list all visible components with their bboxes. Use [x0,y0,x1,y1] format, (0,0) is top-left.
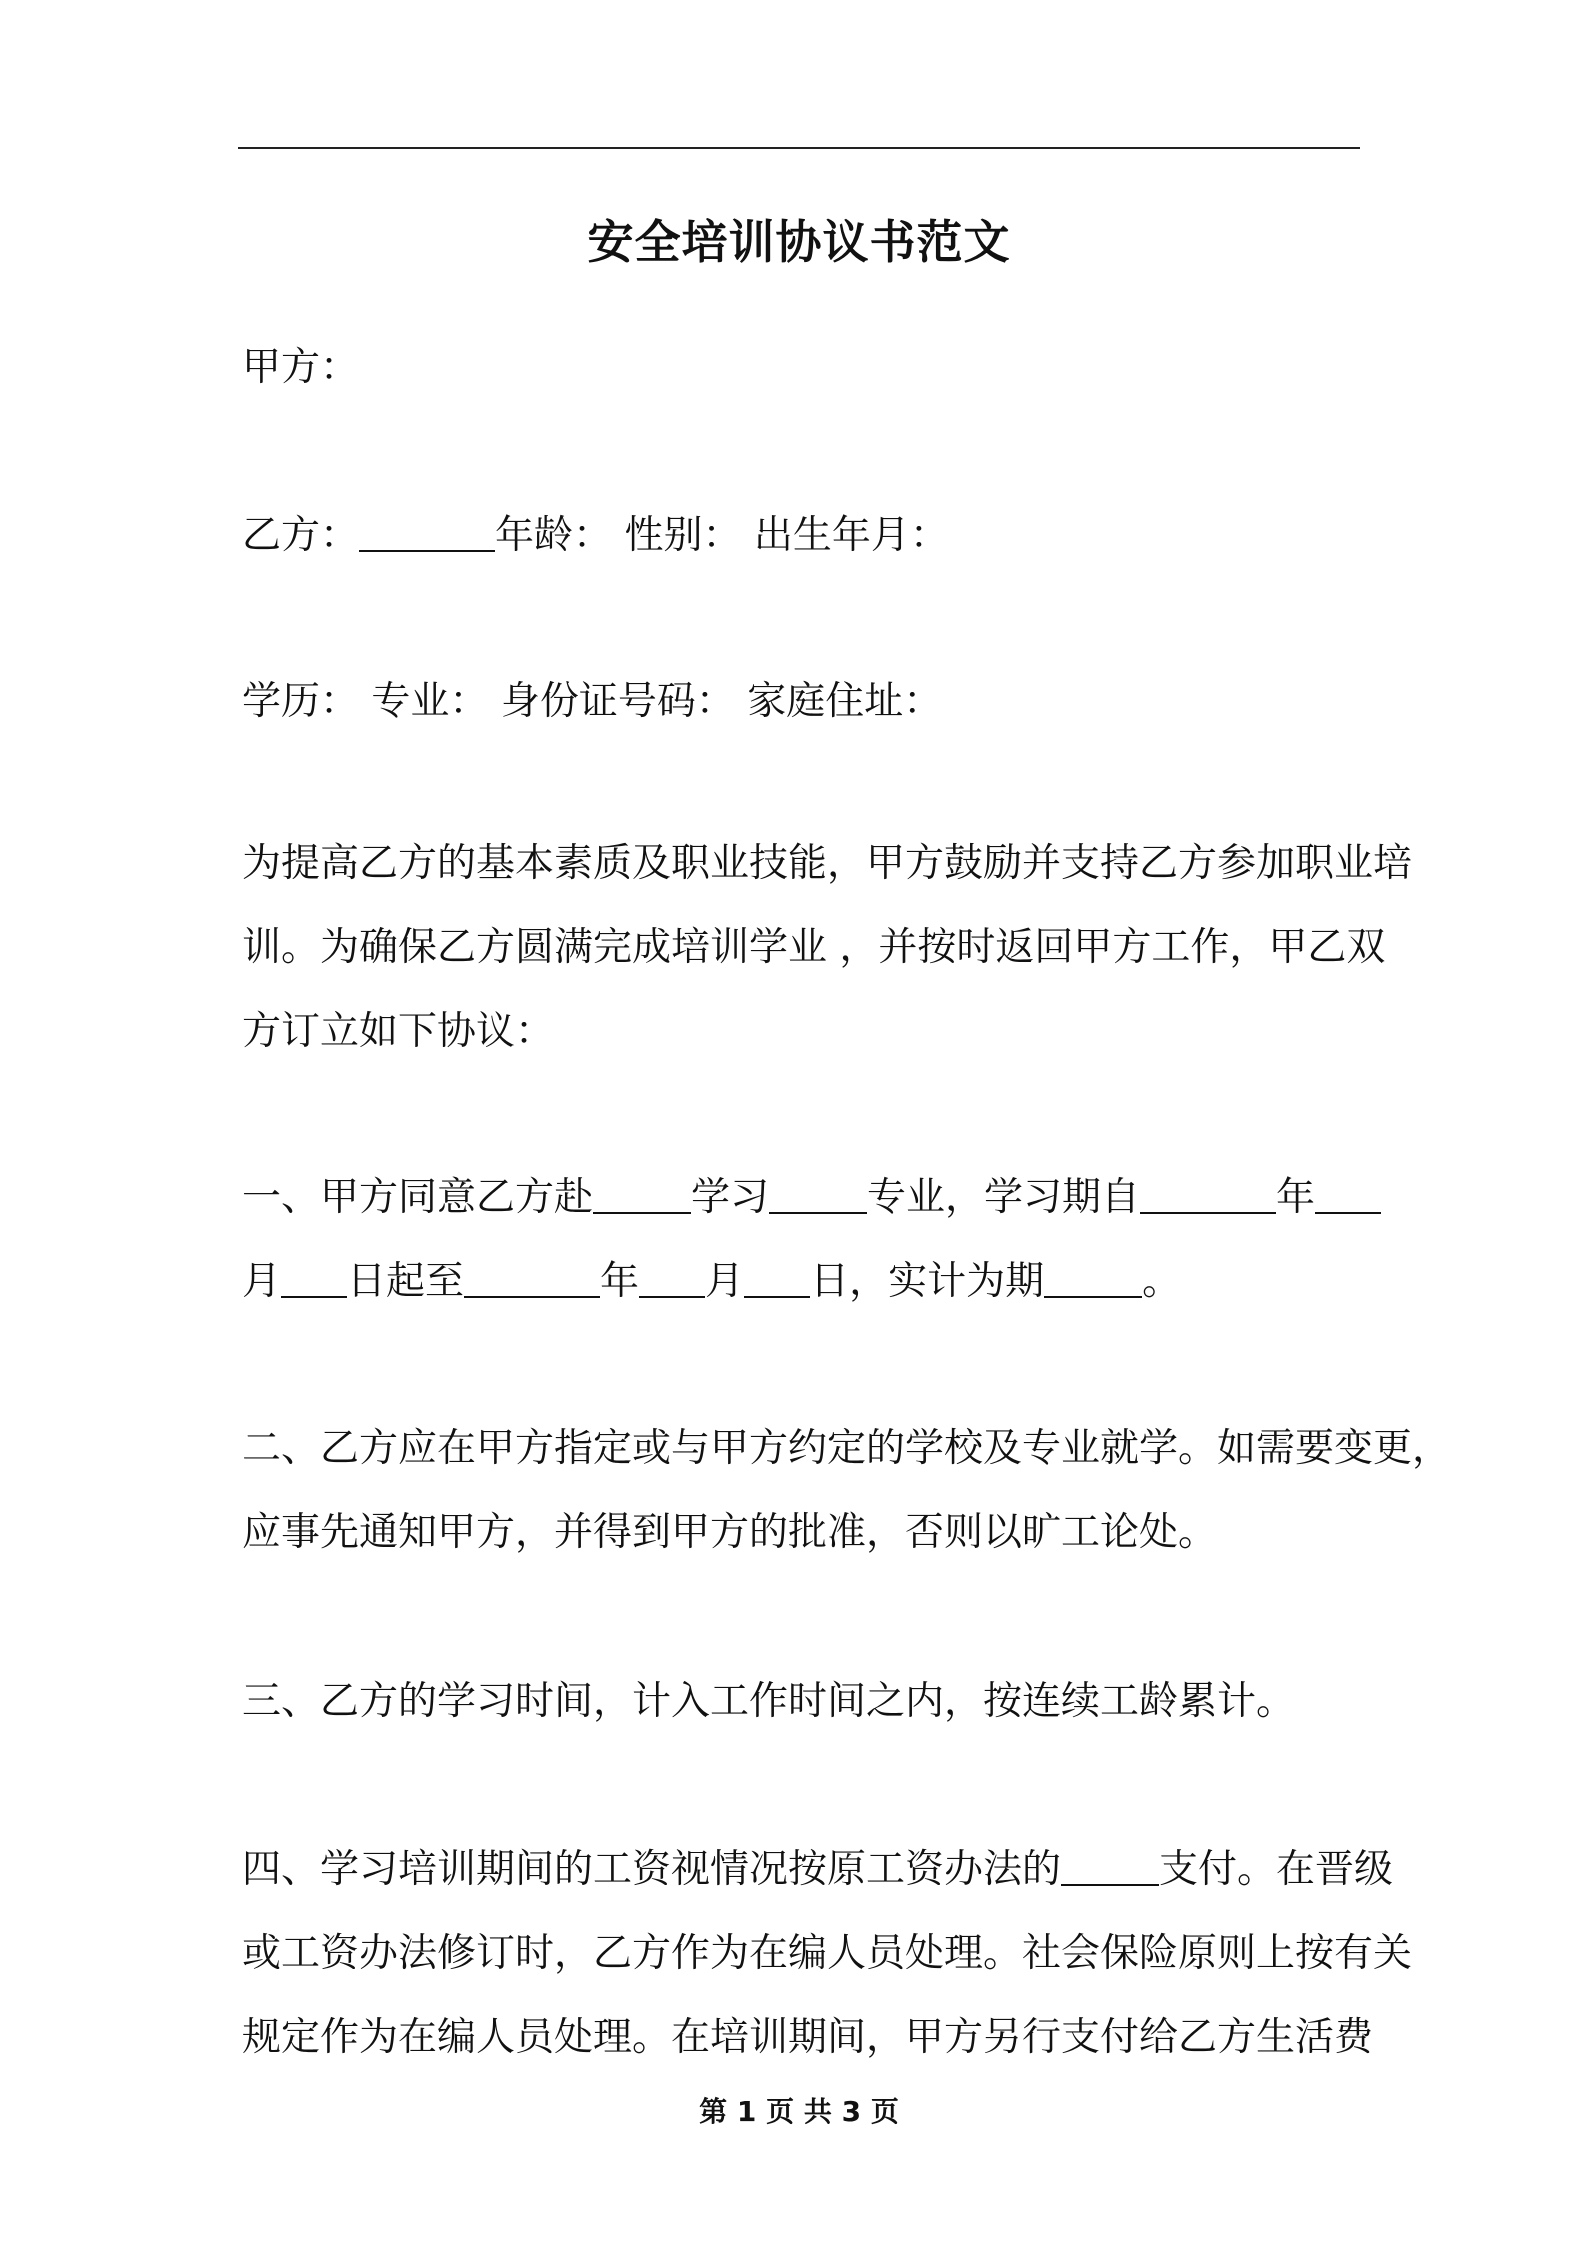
fill-blank [464,1256,600,1298]
intro-paragraph [242,822,1413,1074]
clause-1-text: 学习 [691,1175,770,1220]
clause-1-text: 。 [1142,1259,1182,1304]
clause-1-text: 年 [600,1259,640,1304]
address-label: 家庭住址： [747,679,943,724]
fill-blank [1140,1172,1276,1214]
clause-4-line-2: 或工资办法修订时，乙方作为在编人员处理。社会保险原则上按有关 [242,1931,1413,1976]
fill-blank [639,1256,705,1298]
clause-4-line-3: 规定作为在编人员处理。在培训期间，甲方另行支付给乙方生活费 [242,2015,1374,2060]
birth-label: 出生年月： [753,513,949,558]
header-rule [238,147,1360,149]
intro-line: 方订立如下协议： [242,1009,555,1054]
fill-blank [744,1256,810,1298]
clause-2-line: 二、乙方应在甲方指定或与甲方约定的学校及专业就学。如需要变更， [242,1426,1452,1471]
clause-3-line: 三、乙方的学习时间，计入工作时间之内，按连续工龄累计。 [242,1679,1296,1724]
clause-1 [242,1156,1382,1324]
clause-1-text: 日，实计为期 [810,1259,1045,1304]
clause-4-text: 四、学习培训期间的工资视情况按原工资办法的 [242,1847,1062,1892]
info-line [242,670,942,726]
party-b-line [242,504,949,560]
clause-1-text: 月 [705,1259,745,1304]
party-a-line [242,336,359,392]
fill-blank [593,1172,691,1214]
fill-blank [1315,1172,1381,1214]
gender-label: 性别： [624,513,742,558]
fill-blank [1044,1256,1142,1298]
clause-1-text: 一、甲方同意乙方赴 [242,1175,594,1220]
clause-1-text: 年 [1276,1175,1316,1220]
fill-blank [769,1172,867,1214]
intro-line: 为提高乙方的基本素质及职业技能，甲方鼓励并支持乙方参加职业培 [242,841,1413,886]
party-b-name-blank [359,510,495,552]
party-b-label: 乙方： [242,513,360,558]
document-title: 安全培训协议书范文 [587,215,1011,269]
clause-1-text: 专业，学习期自 [867,1175,1141,1220]
clause-2-line: 应事先通知甲方，并得到甲方的批准，否则以旷工论处。 [242,1510,1218,1555]
party-a-label: 甲方： [242,345,360,390]
clause-1-line-2 [242,1240,1382,1324]
clause-2 [242,1407,1452,1575]
clause-4 [242,1828,1413,2080]
age-label: 年龄： [495,513,613,558]
major-label: 专业： [371,679,489,724]
clause-3 [242,1660,1382,1744]
clause-4-text: 支付。在晋级 [1159,1847,1394,1892]
clause-4-line-1 [242,1828,1394,1912]
page-number-footer: 第 1 页 共 3 页 [699,2095,899,2128]
intro-line: 训。为确保乙方圆满完成培训学业 ，并按时返回甲方工作，甲乙双 [242,925,1386,970]
clause-1-text: 月 [242,1259,282,1304]
id-number-label: 身份证号码： [500,679,735,724]
education-label: 学历： [242,679,360,724]
fill-blank [1061,1844,1159,1886]
clause-1-line-1 [242,1156,1382,1240]
clause-1-text: 日起至 [347,1259,465,1304]
fill-blank [281,1256,347,1298]
